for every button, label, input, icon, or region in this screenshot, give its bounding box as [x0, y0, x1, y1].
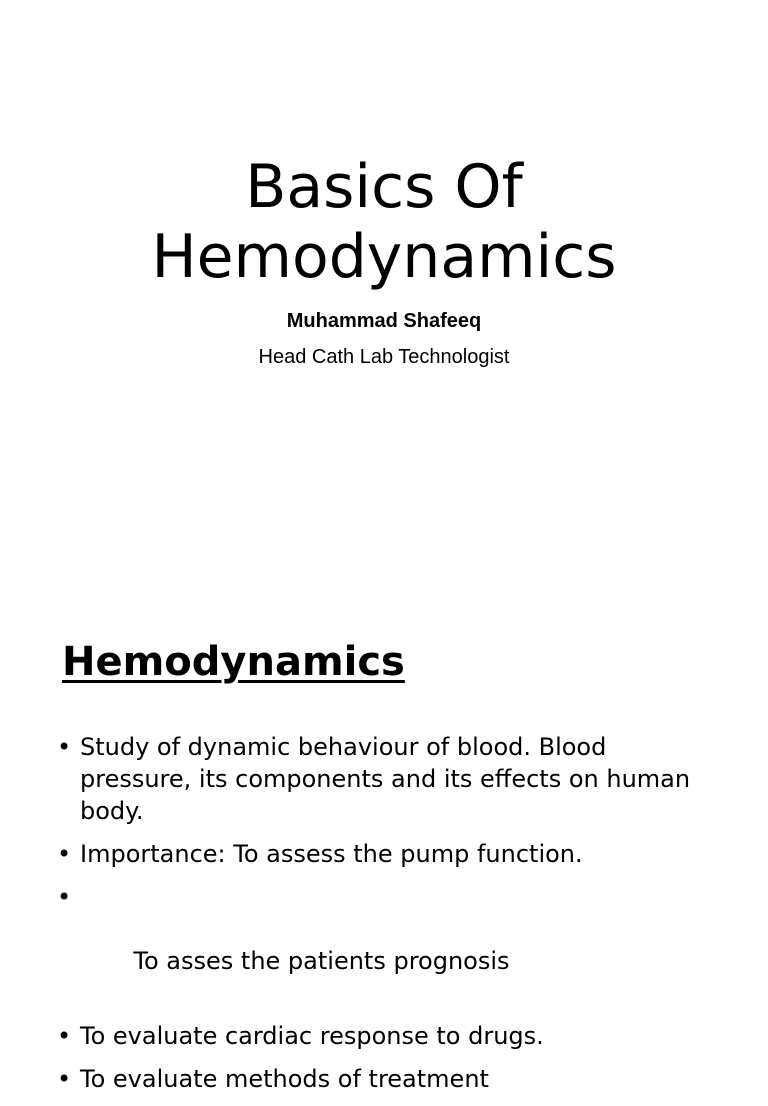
slide-heading: Hemodynamics: [62, 639, 405, 685]
bullet-item: [57, 1063, 707, 1095]
author-role: Head Cath Lab Technologist: [258, 346, 510, 368]
title-line-1: Basics Of: [245, 152, 523, 222]
bullet-text: To asses the patients prognosis: [125, 947, 510, 975]
bullet-marker: •: [57, 1022, 72, 1050]
bullet-text: To evaluate methods of treatment: [80, 1065, 489, 1093]
content-slide: [0, 576, 768, 1093]
bullet-marker: •: [57, 883, 72, 911]
author-name: Muhammad Shafeeq: [286, 310, 482, 332]
bullet-marker: •: [57, 840, 72, 868]
bullet-marker: •: [57, 1065, 72, 1093]
bullet-text: To evaluate cardiac response to drugs.: [80, 1022, 544, 1050]
bullet-text: Study of dynamic behaviour of blood. Blood pressure, its components and its effects on human body.: [80, 733, 691, 825]
presentation-title: [0, 152, 768, 292]
bullet-item: [57, 731, 707, 827]
bullet-list: [57, 731, 707, 1106]
bullet-item: [57, 881, 707, 1009]
bullet-marker: •: [57, 733, 72, 761]
bullet-text: Importance: To assess the pump function.: [80, 840, 583, 868]
bullet-item: [57, 838, 707, 870]
bullet-item: [57, 1020, 707, 1052]
title-line-2: Hemodynamics: [151, 222, 617, 292]
